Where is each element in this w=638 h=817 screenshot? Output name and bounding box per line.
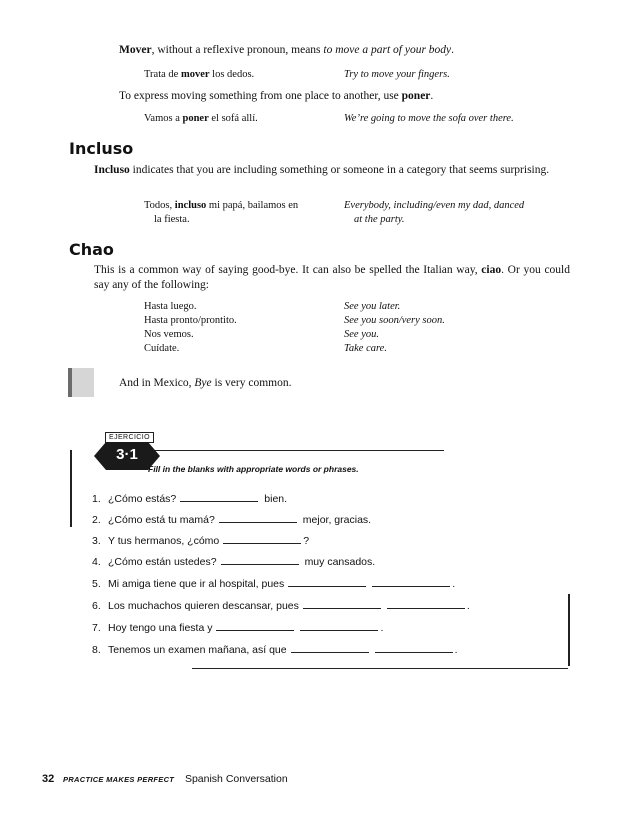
item-end-punctuation: . [466,600,470,612]
item-number: 3. [92,535,101,547]
phrase-english: See you later. [344,301,401,312]
exercise-right-rule [568,594,570,666]
answer-blank[interactable] [372,577,450,587]
item-continuation: ? [303,535,310,547]
chao-heading: Chao [69,240,114,259]
answer-blank[interactable] [288,577,366,587]
exercise-item [92,492,287,506]
phrase-english: Take care. [344,343,387,354]
answer-blank[interactable] [221,555,299,565]
item-number: 4. [92,556,101,568]
item-number: 7. [92,622,101,634]
item-continuation: mejor, gracias. [302,514,372,526]
answer-blank[interactable] [303,599,381,609]
exercise-number: 3·1 [116,446,138,463]
incluso-example-english: Everybody, including/even my dad, danced at the party. [344,200,525,225]
exercise-item [92,643,458,657]
phrase-english: See you. [344,329,379,340]
poner-example-spanish: Vamos a poner el sofá allí. [144,113,258,124]
exercise-bottom-rule [192,668,568,669]
page-number: 32 [42,773,55,785]
phrase-spanish: Hasta pronto/prontito. [144,315,237,326]
phrase-english: See you soon/very soon. [344,315,445,326]
item-number: 5. [92,578,101,590]
exercise-item [92,599,470,613]
item-end-punctuation: . [454,644,458,656]
item-prompt: ¿Cómo estás? [108,493,177,505]
exercise-item [92,577,455,591]
poner-example-english: We’re going to move the sofa over there. [344,113,514,124]
item-number: 2. [92,514,101,526]
item-continuation: muy cansados. [304,556,376,568]
answer-blank[interactable] [180,492,258,502]
incluso-example-spanish: Todos, incluso mi papá, bailamos en la fiesta. [144,200,299,225]
item-number: 1. [92,493,101,505]
exercise-left-rule [70,450,72,527]
answer-blank[interactable] [219,513,297,523]
item-end-punctuation: . [452,578,456,590]
item-prompt: Tenemos un examen mañana, así que [108,644,287,656]
answer-blank[interactable] [387,599,465,609]
chao-paragraph: This is a common way of saying good-bye. It can also be spelled the Italian way, ciao. Or you could say any of the following: [94,264,571,291]
footer [42,773,288,785]
item-prompt: Mi amiga tiene que ir al hospital, pues [108,578,285,590]
item-number: 6. [92,600,101,612]
exercise-instruction: Fill in the blanks with appropriate words or phrases. [148,464,359,474]
incluso-paragraph: Incluso indicates that you are including something or someone in a category that seems surprising. [94,164,550,176]
phrase-spanish: Cuídate. [144,343,180,354]
exercise-tag: EJERCICIO [105,432,154,443]
note-text: And in Mexico, Bye is very common. [119,377,292,389]
exercise-item [92,621,383,635]
item-number: 8. [92,644,101,656]
item-end-punctuation: . [380,622,384,634]
incluso-heading: Incluso [69,139,134,158]
poner-paragraph: To express moving something from one place to another, use poner. [119,90,434,102]
mover-example-spanish: Trata de mover los dedos. [144,69,255,80]
mover-example-english: Try to move your fingers. [344,69,450,80]
exercise-item [92,534,309,548]
item-prompt: ¿Cómo está tu mamá? [108,514,215,526]
item-prompt: ¿Cómo están ustedes? [108,556,217,568]
exercise-item [92,513,371,527]
book-title: Spanish Conversation [184,773,288,785]
item-continuation: bien. [264,493,288,505]
phrase-spanish: Nos vemos. [144,329,194,340]
item-prompt: Los muchachos quieren descansar, pues [108,600,299,612]
phrase-spanish: Hasta luego. [144,301,197,312]
answer-blank[interactable] [216,621,294,631]
answer-blank[interactable] [223,534,301,544]
exercise-item [92,555,375,569]
item-prompt: Y tus hermanos, ¿cómo [108,535,220,547]
answer-blank[interactable] [291,643,369,653]
item-prompt: Hoy tengo una fiesta y [108,622,213,634]
answer-blank[interactable] [375,643,453,653]
note-box-shade [72,368,94,397]
mover-paragraph: Mover, without a reflexive pronoun, means to move a part of your body. [119,44,455,56]
answer-blank[interactable] [300,621,378,631]
series-title: PRACTICE MAKES PERFECT [63,775,175,784]
